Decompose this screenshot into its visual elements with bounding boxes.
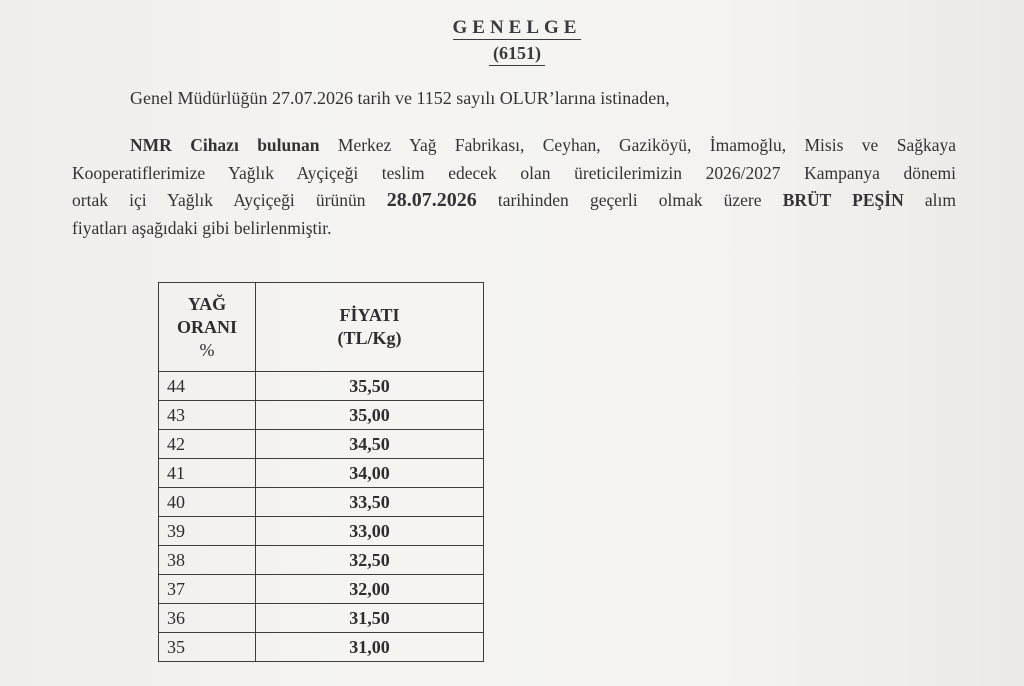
table-header-row [159, 283, 484, 372]
body-bold-phrase: NMR Cihazı bulunan [130, 135, 320, 155]
body-line-1 [72, 132, 956, 160]
price-cell: 33,00 [256, 517, 484, 546]
price-cell: 35,50 [256, 372, 484, 401]
reference-line: Genel Müdürlüğün 27.07.2026 tarih ve 1152 sayılı OLUR’larına istinaden, [130, 88, 670, 108]
oil-ratio-cell: 35 [159, 633, 256, 662]
document-title [0, 17, 1024, 39]
header-oran-line1: YAĞ [187, 293, 227, 314]
table-row [159, 517, 484, 546]
document-number-text: (6151) [489, 43, 545, 66]
oil-ratio-cell: 42 [159, 430, 256, 459]
price-cell: 34,50 [256, 430, 484, 459]
oil-ratio-cell: 39 [159, 517, 256, 546]
table-row [159, 459, 484, 488]
oil-ratio-cell: 38 [159, 546, 256, 575]
body-line-2: Kooperatiflerimize Yağlık Ayçiçeği teslim edecek olan üreticilerimizin 2026/2027 Kampanya dönemi [72, 162, 956, 183]
table-row [159, 575, 484, 604]
document-title-text: GENELGE [452, 17, 582, 38]
price-table [158, 282, 484, 662]
oil-ratio-cell: 44 [159, 372, 256, 401]
body-line-3-b: tarihinden geçerli olmak üzere [476, 190, 783, 210]
oil-ratio-cell: 37 [159, 575, 256, 604]
oil-ratio-cell: 41 [159, 459, 256, 488]
body-line-3-a: ortak içi Yağlık Ayçiçeği ürünün [72, 190, 387, 210]
header-oran-line2: ORANI [176, 316, 237, 337]
header-oil-ratio [159, 283, 256, 372]
oil-ratio-cell: 40 [159, 488, 256, 517]
body-line-3-c: alım [903, 190, 956, 210]
table-row [159, 633, 484, 662]
header-price [256, 283, 484, 372]
price-cell: 34,00 [256, 459, 484, 488]
table-row [159, 372, 484, 401]
price-cell: 35,00 [256, 401, 484, 430]
body-line-1-text: Merkez Yağ Fabrikası, Ceyhan, Gaziköyü, İmamoğlu, Misis ve Sağkaya [319, 135, 956, 155]
document-number [0, 43, 1024, 64]
price-cell: 31,50 [256, 604, 484, 633]
header-oran-line3: % [199, 339, 215, 360]
price-cell: 32,00 [256, 575, 484, 604]
oil-ratio-cell: 43 [159, 401, 256, 430]
price-cell: 33,50 [256, 488, 484, 517]
body-line-3 [72, 187, 956, 215]
table-row [159, 604, 484, 633]
table-row [159, 430, 484, 459]
header-fiyat-line1: FİYATI [339, 305, 400, 325]
effective-date: 28.07.2026 [386, 189, 477, 211]
table-row [159, 546, 484, 575]
oil-ratio-cell: 36 [159, 604, 256, 633]
table-row [159, 488, 484, 517]
body-line-4: fiyatları aşağıdaki gibi belirlenmiştir. [72, 217, 332, 238]
body-paragraph [72, 132, 956, 242]
price-cell: 32,50 [256, 546, 484, 575]
price-cell: 31,00 [256, 633, 484, 662]
gross-cash-label: BRÜT PEŞİN [782, 190, 904, 210]
header-fiyat-line2: (TL/Kg) [337, 328, 402, 348]
table-row [159, 401, 484, 430]
